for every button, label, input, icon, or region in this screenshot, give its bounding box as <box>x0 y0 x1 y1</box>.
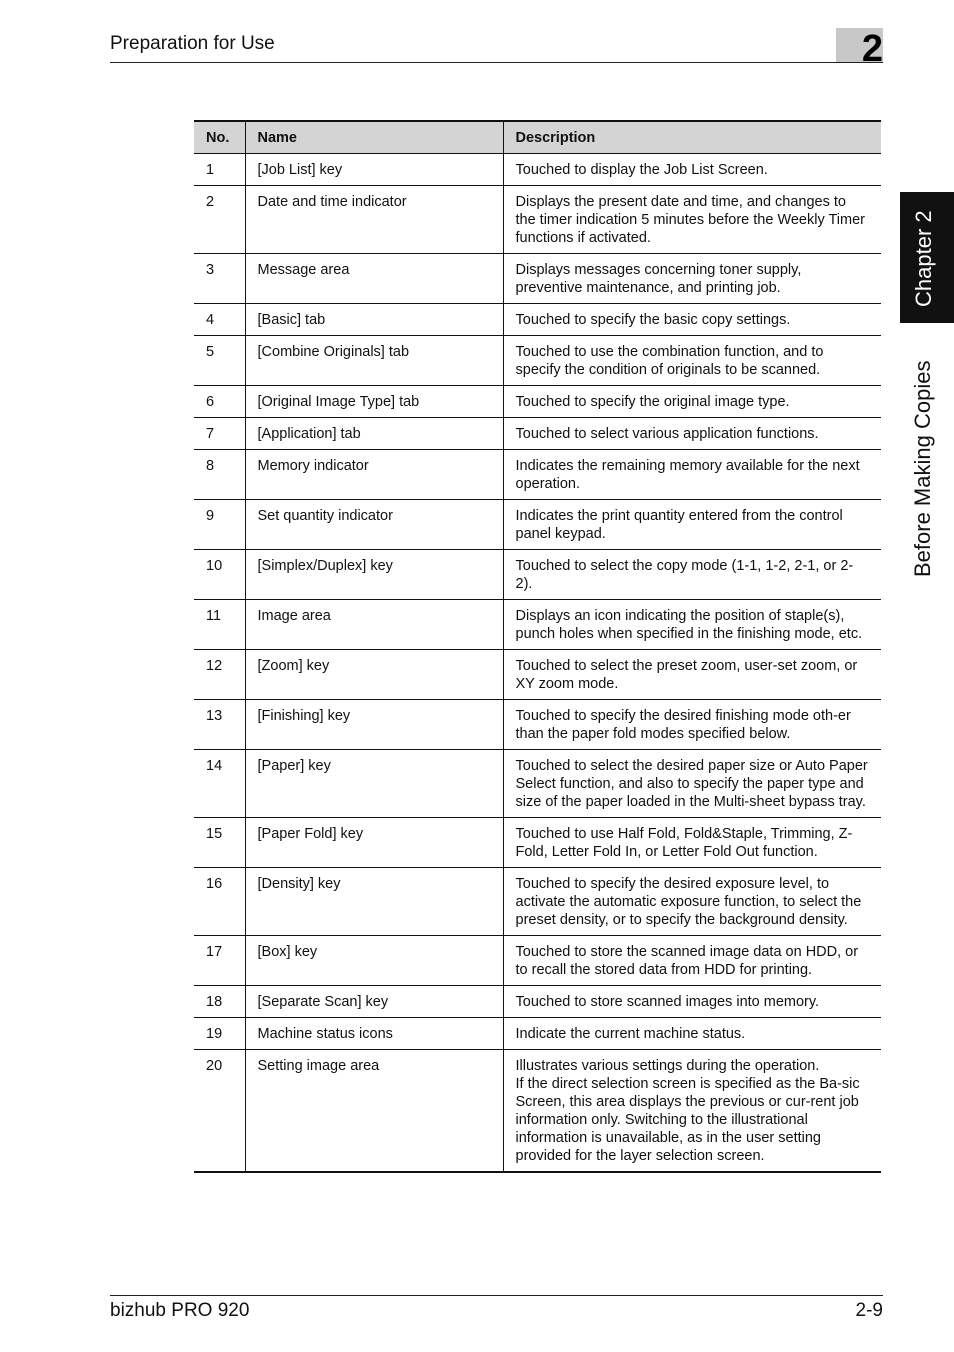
row-name: Date and time indicator <box>245 186 503 254</box>
header-rule <box>110 62 883 63</box>
row-number: 14 <box>194 750 245 818</box>
table-row <box>194 418 881 450</box>
table-row <box>194 750 881 818</box>
row-number: 13 <box>194 700 245 750</box>
row-name: Message area <box>245 254 503 304</box>
row-number: 5 <box>194 336 245 386</box>
row-description: Touched to select the copy mode (1-1, 1-2, 2-1, or 2-2). <box>503 550 881 600</box>
table-row <box>194 1050 881 1173</box>
table-row <box>194 600 881 650</box>
row-number: 3 <box>194 254 245 304</box>
row-number: 20 <box>194 1050 245 1173</box>
row-name: [Job List] key <box>245 154 503 186</box>
table-body <box>194 154 881 1173</box>
row-name: Image area <box>245 600 503 650</box>
row-name: [Combine Originals] tab <box>245 336 503 386</box>
row-number: 1 <box>194 154 245 186</box>
table-row <box>194 818 881 868</box>
table-row <box>194 186 881 254</box>
footer-page-number: 2-9 <box>855 1300 883 1321</box>
row-number: 8 <box>194 450 245 500</box>
footer-product: bizhub PRO 920 <box>110 1300 250 1321</box>
table-row <box>194 936 881 986</box>
header-title: Preparation for Use <box>110 33 275 54</box>
row-description: Indicate the current machine status. <box>503 1018 881 1050</box>
row-name: Machine status icons <box>245 1018 503 1050</box>
row-name: [Paper] key <box>245 750 503 818</box>
row-number: 12 <box>194 650 245 700</box>
table-row <box>194 500 881 550</box>
row-description: Touched to store the scanned image data on HDD, or to recall the stored data from HDD for printing. <box>503 936 881 986</box>
row-description: Touched to use the combination function, and to specify the condition of originals to be scanned. <box>503 336 881 386</box>
table-header-row <box>194 121 881 154</box>
table-row <box>194 550 881 600</box>
row-number: 19 <box>194 1018 245 1050</box>
table-row <box>194 868 881 936</box>
row-number: 18 <box>194 986 245 1018</box>
table-row <box>194 986 881 1018</box>
row-name: [Zoom] key <box>245 650 503 700</box>
row-description: Touched to display the Job List Screen. <box>503 154 881 186</box>
row-number: 6 <box>194 386 245 418</box>
row-name: [Simplex/Duplex] key <box>245 550 503 600</box>
row-number: 17 <box>194 936 245 986</box>
row-description: Indicates the remaining memory available for the next operation. <box>503 450 881 500</box>
row-description: Displays messages concerning toner supply, preventive maintenance, and printing job. <box>503 254 881 304</box>
row-description: Touched to specify the basic copy settings. <box>503 304 881 336</box>
table-row <box>194 1018 881 1050</box>
row-description: Touched to select the preset zoom, user-set zoom, or XY zoom mode. <box>503 650 881 700</box>
side-tab-section: Before Making Copies <box>910 360 935 577</box>
row-number: 10 <box>194 550 245 600</box>
row-description: Indicates the print quantity entered from the control panel keypad. <box>503 500 881 550</box>
row-number: 2 <box>194 186 245 254</box>
row-name: [Basic] tab <box>245 304 503 336</box>
row-number: 11 <box>194 600 245 650</box>
row-number: 7 <box>194 418 245 450</box>
row-name: [Original Image Type] tab <box>245 386 503 418</box>
row-description: Touched to store scanned images into memory. <box>503 986 881 1018</box>
row-description: Touched to select the desired paper size or Auto Paper Select function, and also to specify the paper type and size of the paper loaded in the Multi-sheet bypass tray. <box>503 750 881 818</box>
row-description: Displays an icon indicating the position of staple(s), punch holes when specified in the finishing mode, etc. <box>503 600 881 650</box>
row-description: Touched to select various application functions. <box>503 418 881 450</box>
row-name: [Finishing] key <box>245 700 503 750</box>
row-name: Set quantity indicator <box>245 500 503 550</box>
table-row <box>194 650 881 700</box>
chapter-number: 2 <box>861 28 883 70</box>
table-row <box>194 450 881 500</box>
table-row <box>194 336 881 386</box>
row-number: 9 <box>194 500 245 550</box>
row-name: Memory indicator <box>245 450 503 500</box>
row-description: Touched to use Half Fold, Fold&Staple, Trimming, Z-Fold, Letter Fold In, or Letter Fold Out function. <box>503 818 881 868</box>
column-header-no: No. <box>194 121 245 154</box>
row-description: Displays the present date and time, and changes to the timer indication 5 minutes before the Weekly Timer functions if activated. <box>503 186 881 254</box>
row-description: Touched to specify the desired exposure level, to activate the automatic exposure function, to select the preset density, or to specify the background density. <box>503 868 881 936</box>
column-header-name: Name <box>245 121 503 154</box>
row-description: Touched to specify the original image type. <box>503 386 881 418</box>
row-number: 16 <box>194 868 245 936</box>
row-description: Touched to specify the desired finishing mode oth-er than the paper fold modes specified below. <box>503 700 881 750</box>
table-row <box>194 304 881 336</box>
row-name: [Box] key <box>245 936 503 986</box>
table-row <box>194 154 881 186</box>
table-row <box>194 700 881 750</box>
column-header-description: Description <box>503 121 881 154</box>
row-number: 15 <box>194 818 245 868</box>
row-description: Illustrates various settings during the operation. If the direct selection screen is specified as the Ba-sic Screen, this area displays the previous or cur-rent job information only. Switching to the illustrational information is unavailable, as in the user setting provided for the layer selection screen. <box>503 1050 881 1173</box>
row-name: [Application] tab <box>245 418 503 450</box>
key-description-table <box>194 120 881 1173</box>
row-name: Setting image area <box>245 1050 503 1173</box>
side-tab-chapter: Chapter 2 <box>911 210 936 307</box>
row-number: 4 <box>194 304 245 336</box>
row-name: [Density] key <box>245 868 503 936</box>
row-name: [Separate Scan] key <box>245 986 503 1018</box>
row-name: [Paper Fold] key <box>245 818 503 868</box>
chapter-number-box <box>836 28 883 70</box>
footer-rule <box>110 1295 883 1296</box>
table-row <box>194 386 881 418</box>
table-row <box>194 254 881 304</box>
